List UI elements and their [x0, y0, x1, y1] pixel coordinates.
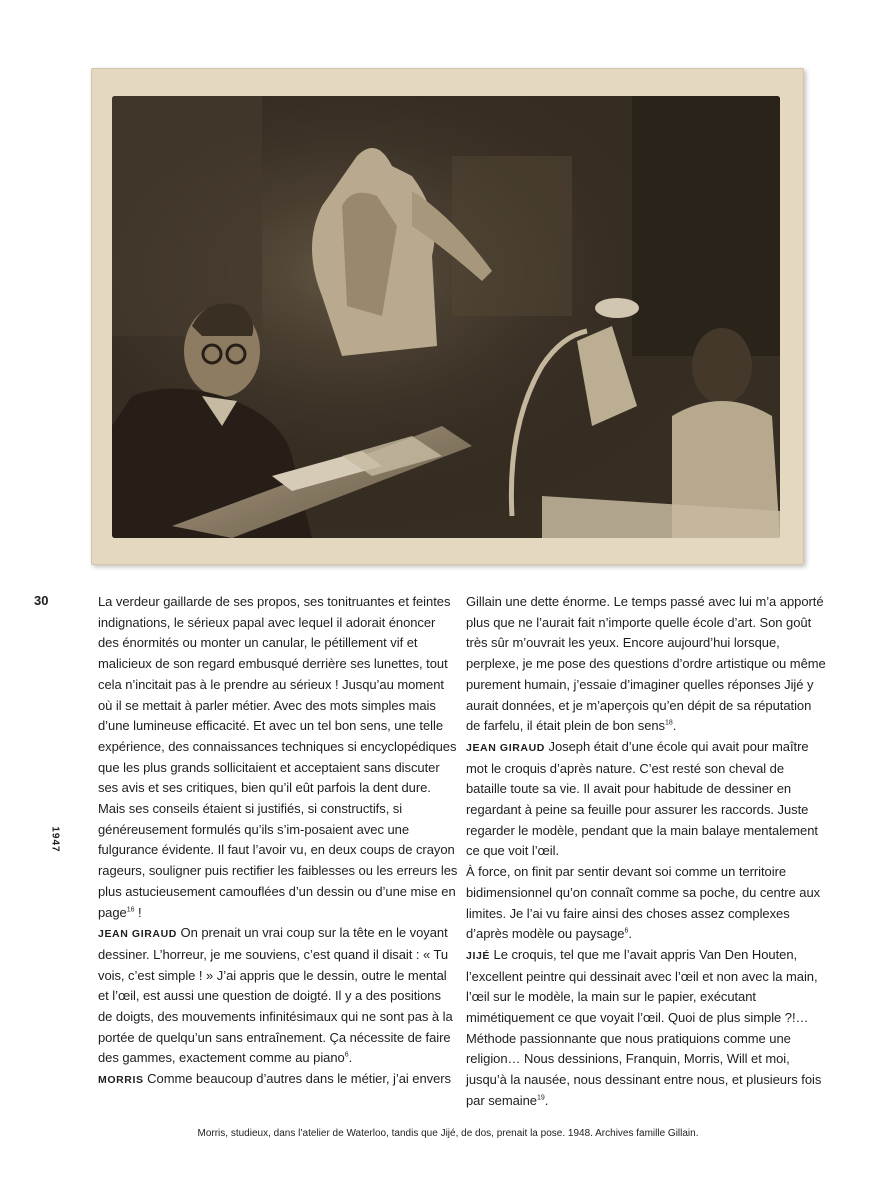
- paragraph-text: On prenait un vrai coup sur la tête en le voyant dessiner. L’horreur, je me souviens, c’est quand il disait : « Tu vois, c’est simple ! » J’ai appris que le dessin, outre le mental et l’œil, est aussi une question de doigté. Il y a des positions de doigts, des mouvements infinitésimaux qui ne sont pas à la portée de quelqu’un sans entraînement. Ça nécessite de faire des gammes, exactement comme au piano: [98, 925, 453, 1066]
- photo-caption: Morris, studieux, dans l’atelier de Waterloo, tandis que Jijé, de dos, prenait la pose. 1948. Archives famille Gillain.: [197, 1128, 699, 1139]
- footnote-ref: 6: [344, 1052, 349, 1060]
- footnote-ref: 18: [665, 719, 673, 727]
- paragraph-end: .: [628, 926, 632, 942]
- left-column: [98, 592, 458, 1091]
- speaker-label: JIJÉ: [466, 949, 490, 962]
- paragraph-text: Le croquis, tel que me l’avait appris Van Den Houten, l’excellent peintre qui dessinait avec l’œil et non avec la main, l’œil sur le modèle, la main sur le papier, exécutant mimétiquement ce que voyait l’œil. Quoi de plus simple ?!… Méthode passionnante que nous pratiquions comme une religion… Nous dessinions, Franquin, Morris, Will et moi, jusqu’à la nausée, nous dessinant entre nous, et plusieurs fois par semaine: [466, 946, 822, 1108]
- paragraph-end: .: [672, 718, 677, 734]
- paragraph: [98, 592, 458, 923]
- paragraph-text: Gillain une dette énorme. Le temps passé avec lui m’a apporté plus que ne l’aurait fait n’importe quelle école d’art. Son goût très sûr m’ouvrait les yeux. Encore aujourd’hui lorsque, perplexe, je me pose des questions d’ordre artistique ou même purement humain, j’essaie d’imaginer quelles réponses Jijé y aurait données, et je m’aperçois qu’en dépit de sa réputation de farfelu, il était plein de bon sens: [466, 594, 826, 734]
- paragraph-text: Joseph était d’une école qui avait pour maître mot le croquis d’après nature. C’est resté son cheval de bataille toute sa vie. Il avait pour habitude de dessiner en regardant à peine sa feuille pour assurer les raccords. Juste regarder le modèle, pendant que la main balaye mentalement ce que voit l’œil.: [466, 738, 818, 859]
- archival-photo: [112, 96, 780, 538]
- footnote-ref: 19: [537, 1094, 545, 1102]
- speaker-label: MORRIS: [98, 1074, 144, 1087]
- paragraph: [466, 945, 826, 1112]
- paragraph: [466, 862, 826, 945]
- paragraph-end: .: [544, 1092, 549, 1108]
- paragraph: [98, 1069, 458, 1091]
- paragraph: [466, 737, 826, 862]
- paragraph-end: !: [134, 904, 142, 920]
- paragraph: [466, 592, 826, 737]
- footnote-ref: 6: [624, 927, 629, 935]
- paragraph-end: .: [348, 1050, 353, 1066]
- speaker-label: JEAN GIRAUD: [466, 741, 545, 754]
- paragraph-text: La verdeur gaillarde de ses propos, ses tonitruantes et feintes indignations, le sérieux papal avec lequel il adorait énoncer des énormités ou monter un canular, le pétillement vif et malicieux de son regard embusqué derrière ses lunettes, tout cela n’incitait pas à le prendre au sérieux ! Jusqu’au moment où il se mettait à parler métier. Avec des mots simples mais d’une lumineuse efficacité. Et avec un tel bon sens, une telle expérience, des connaissances techniques si encyclopédiques que les plus grands sollicitaient et acceptaient sans discuter ses avis et ses critiques, bien qu’il eût parfois la dent dure. Mais ses conseils étaient si justifiés, si constructifs, si généreusement formulés qu’ils s’im-posaient avec une fulgurance évidente. Il faut l’avoir vu, en deux coups de crayon rageurs, souligner puis rectifier les faiblesses ou les erreurs les plus astucieusement camouflées d’un dessin ou d’une mise en page: [98, 594, 458, 920]
- right-column: [466, 592, 826, 1112]
- page-number: 30: [34, 593, 49, 608]
- paragraph-text: À force, on finit par sentir devant soi comme un territoire bidimensionnel qu’on connaît comme sa poche, du centre aux limites. Je l’ai vu faire ainsi des choses assez complexes d’après modèle ou paysage: [466, 864, 821, 942]
- speaker-label: JEAN GIRAUD: [98, 928, 177, 941]
- side-year: 1947: [49, 826, 61, 853]
- photo-illustration: [112, 96, 780, 538]
- footnote-ref: 16: [126, 906, 135, 914]
- paragraph: [98, 923, 458, 1069]
- paragraph-text: Comme beaucoup d’autres dans le métier, j’ai envers: [143, 1071, 452, 1087]
